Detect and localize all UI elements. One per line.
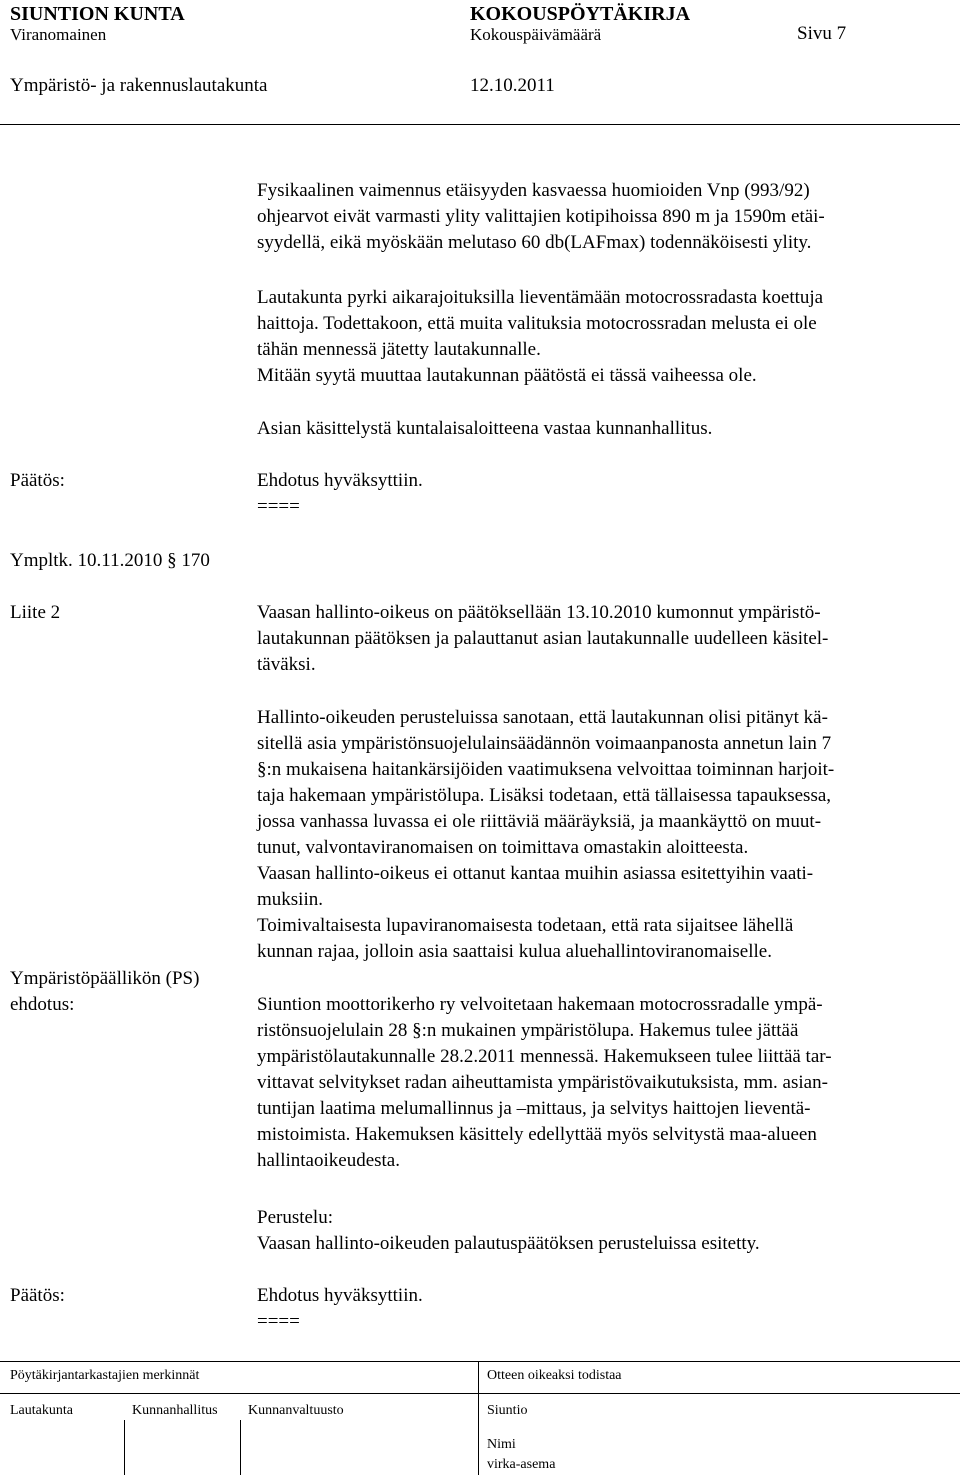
text-line: ohjearvot eivät varmasti ylity valittajien kotipihoissa 890 m ja 1590m etäi- bbox=[257, 206, 825, 227]
org-name: SIUNTION KUNTA bbox=[10, 3, 185, 25]
proposal-text bbox=[257, 992, 832, 1174]
text-line: ympäristölautakunnalle 28.2.2011 mennessä. Hakemukseen tulee liittää tar- bbox=[257, 1046, 832, 1067]
decision-mark: ==== bbox=[257, 1311, 300, 1332]
proposal-label-line: ehdotus: bbox=[10, 994, 75, 1015]
text-line: haittoja. Todettakoon, että muita valituksia motocrossradan melusta ei ole bbox=[257, 313, 817, 334]
footer-col-council: Kunnanvaltuusto bbox=[248, 1403, 344, 1418]
grounds-text: Vaasan hallinto-oikeuden palautuspäätöksen perusteluissa esitetty. bbox=[257, 1233, 760, 1254]
checkers-label: Pöytäkirjantarkastajien merkinnät bbox=[10, 1368, 200, 1383]
text-line: tunut, valvontaviranomaisen on toimittava omastakin aloitteesta. bbox=[257, 837, 749, 858]
decision-mark: ==== bbox=[257, 496, 300, 517]
text-line: tuntijan laatima melumallinnus ja –mittaus, ja selvitys haittojen lieventä- bbox=[257, 1098, 811, 1119]
decision-label: Päätös: bbox=[10, 470, 65, 491]
proposal-label bbox=[10, 966, 199, 1018]
text-line: muksiin. bbox=[257, 889, 323, 910]
text-line: §:n mukaisena haitankärsijöiden vaatimuksena velvoittaa toiminnan harjoit- bbox=[257, 759, 835, 780]
proposal-label-line: Ympäristöpäällikön (PS) bbox=[10, 968, 200, 989]
paragraph-1 bbox=[257, 178, 825, 256]
authority-label: Viranomainen bbox=[10, 25, 107, 44]
footer-divider bbox=[478, 1362, 479, 1475]
text-line: Vaasan hallinto-oikeus on päätöksellään 13.10.2010 kumonnut ympäristö- bbox=[257, 602, 821, 623]
item-intro bbox=[257, 600, 828, 678]
page-number: Sivu 7 bbox=[797, 23, 847, 44]
footer-name-label: Nimi bbox=[487, 1437, 516, 1452]
text-line: tähän mennessä jätetty lautakunnalle. bbox=[257, 339, 541, 360]
text-line: Siuntion moottorikerho ry velvoitetaan hakemaan motocrossradalle ympä- bbox=[257, 994, 823, 1015]
decision-label: Päätös: bbox=[10, 1285, 65, 1306]
text-line: Vaasan hallinto-oikeus ei ottanut kantaa muihin asiassa esitettyihin vaati- bbox=[257, 863, 814, 884]
paragraph-2 bbox=[257, 285, 823, 389]
footer-place: Siuntio bbox=[487, 1403, 528, 1418]
footer-title-label: virka-asema bbox=[487, 1457, 556, 1472]
item-body bbox=[257, 705, 834, 965]
footer-divider bbox=[240, 1420, 241, 1475]
decision-text: Ehdotus hyväksyttiin. bbox=[257, 470, 423, 491]
text-line: vittavat selvitykset radan aiheuttamista ympäristövaikutuksista, mm. asian- bbox=[257, 1072, 828, 1093]
header-rule bbox=[0, 124, 960, 125]
text-line: hallintaoikeudesta. bbox=[257, 1150, 400, 1171]
text-line: Toimivaltaisesta lupaviranomaisesta todetaan, että rata sijaitsee lähellä bbox=[257, 915, 794, 936]
grounds-label: Perustelu: bbox=[257, 1207, 333, 1228]
text-line: syydellä, eikä myöskään melutaso 60 db(LAFmax) todennäköisesti ylity. bbox=[257, 232, 812, 253]
doc-type: KOKOUSPÖYTÄKIRJA bbox=[470, 3, 691, 25]
text-line: Fysikaalinen vaimennus etäisyyden kasvaessa huomioiden Vnp (993/92) bbox=[257, 180, 810, 201]
text-line: lautakunnan päätöksen ja palauttanut asian lautakunnalle uudelleen käsitel- bbox=[257, 628, 829, 649]
item-reference: Ympltk. 10.11.2010 § 170 bbox=[10, 550, 210, 571]
text-line: kunnan rajaa, jolloin asia saattaisi kulua aluehallintoviranomaiselle. bbox=[257, 941, 772, 962]
text-line: Mitään syytä muuttaa lautakunnan päätöstä ei tässä vaiheessa ole. bbox=[257, 365, 757, 386]
attachment-label: Liite 2 bbox=[10, 602, 61, 623]
text-line: taja hakemaan ympäristölupa. Lisäksi todetaan, että tällaisessa tapauksessa, bbox=[257, 785, 832, 806]
text-line: sitellä asia ympäristönsuojelulainsäädännön voimaanpanosta annetun lain 7 bbox=[257, 733, 832, 754]
paragraph-3: Asian käsittelystä kuntalaisaloitteena vastaa kunnanhallitus. bbox=[257, 418, 713, 439]
text-line: ristönsuojelulain 28 §:n mukainen ympäristölupa. Hakemus tulee jättää bbox=[257, 1020, 799, 1041]
text-line: täväksi. bbox=[257, 654, 316, 675]
text-line: mistoimista. Hakemuksen käsittely edellyttää myös selvitystä maa-alueen bbox=[257, 1124, 817, 1145]
footer-divider bbox=[124, 1420, 125, 1475]
footer-col-board: Lautakunta bbox=[10, 1403, 73, 1418]
footer-col-executive: Kunnanhallitus bbox=[132, 1403, 218, 1418]
footer-rule bbox=[0, 1361, 960, 1362]
decision-text: Ehdotus hyväksyttiin. bbox=[257, 1285, 423, 1306]
meeting-date: 12.10.2011 bbox=[470, 75, 555, 96]
text-line: Hallinto-oikeuden perusteluissa sanotaan, että lautakunnan olisi pitänyt kä- bbox=[257, 707, 828, 728]
footer-inner-rule bbox=[0, 1393, 960, 1394]
copy-label: Otteen oikeaksi todistaa bbox=[487, 1368, 622, 1383]
authority-name: Ympäristö- ja rakennuslautakunta bbox=[10, 75, 268, 96]
text-line: jossa vanhassa luvassa ei ole riittäviä määräyksiä, ja maankäyttö on muut- bbox=[257, 811, 822, 832]
date-label: Kokouspäivämäärä bbox=[470, 25, 602, 44]
text-line: Lautakunta pyrki aikarajoituksilla lieventämään motocrossradasta koettuja bbox=[257, 287, 824, 308]
